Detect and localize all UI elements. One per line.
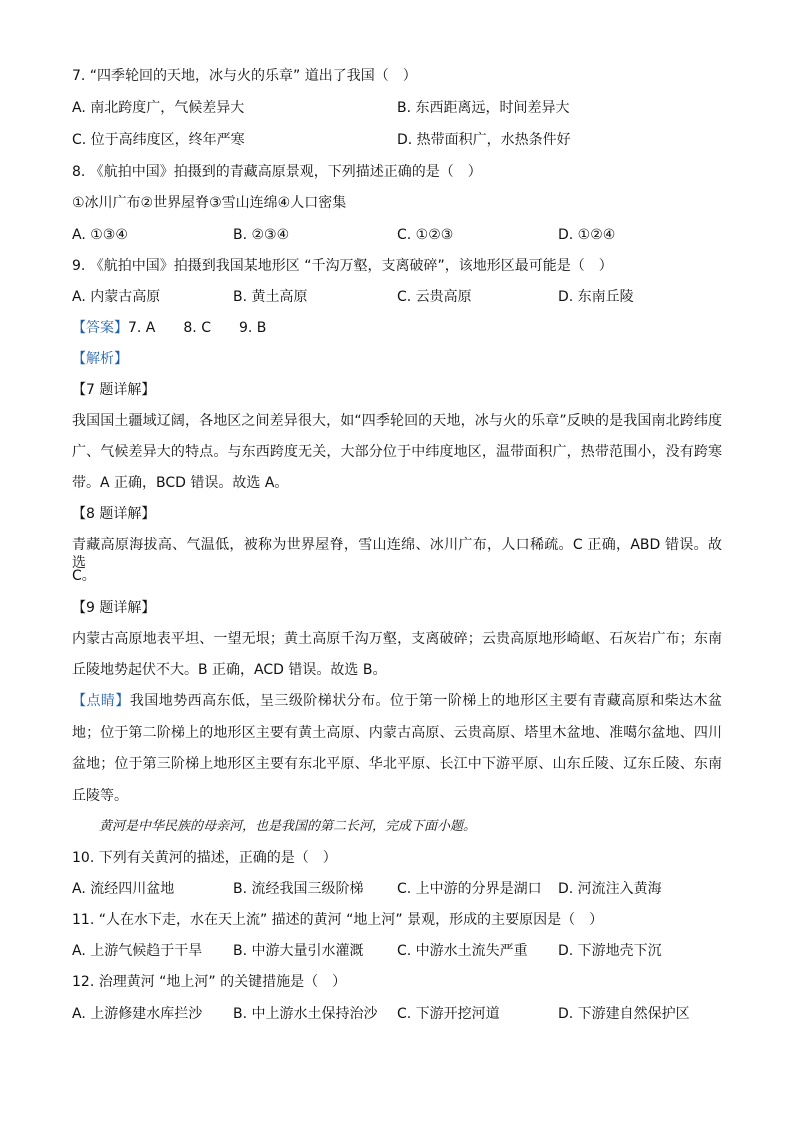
detail-9-line: 内蒙古高原地表平坦、一望无垠；黄土高原千沟万壑，支离破碎；云贵高原地形崎岖、石灰岩广布；东南 [72, 631, 722, 647]
q11-option-a: A. 上游气候趋于干旱 [72, 943, 203, 959]
answer-7: 7. A [128, 320, 156, 336]
q11-option-c: C. 中游水土流失严重 [397, 943, 528, 959]
question-9-stem: 9. 《航拍中国》拍摄到我国某地形区 “千沟万壑，支离破碎”，该地形区最可能是（ ） [72, 258, 613, 274]
q9-option-d: D. 东南丘陵 [558, 289, 634, 305]
q12-option-a: A. 上游修建水库拦沙 [72, 1006, 203, 1022]
question-12-stem: 12. 治理黄河 “地上河” 的关键措施是（ ） [72, 974, 347, 990]
question-10-stem: 10. 下列有关黄河的描述，正确的是（ ） [72, 850, 337, 866]
tip-label: 【点睛】 [72, 693, 130, 709]
analysis-label: 【解析】 [72, 351, 128, 367]
tip-line: 盆地；位于第三阶梯上地形区主要有东北平原、华北平原、长江中下游平原、山东丘陵、辽东丘陵、东南 [72, 756, 722, 772]
q7-option-d: D. 热带面积广，水热条件好 [397, 132, 571, 148]
q10-option-a: A. 流经四川盆地 [72, 881, 175, 897]
detail-9-line: 丘陵地势起伏不大。B 正确，ACD 错误。故选 B。 [72, 662, 387, 678]
q10-option-c: C. 上中游的分界是湖口 [397, 881, 542, 897]
q12-option-b: B. 中上游水土保持治沙 [233, 1006, 378, 1022]
q10-option-d: D. 河流注入黄海 [558, 881, 662, 897]
q8-option-b: B. ②③④ [233, 227, 290, 243]
question-8-items: ①冰川广布②世界屋脊③雪山连绵④人口密集 [72, 195, 347, 211]
q7-option-b: B. 东西距离远，时间差异大 [397, 100, 570, 116]
q8-option-a: A. ①③④ [72, 227, 128, 243]
q12-option-c: C. 下游开挖河道 [397, 1006, 500, 1022]
q9-option-b: B. 黄土高原 [233, 289, 308, 305]
detail-7-line: 我国国土疆域辽阔，各地区之间差异很大，如“四季轮回的天地，冰与火的乐章”反映的是我国南北跨纬度 [72, 413, 722, 429]
q7-option-a: A. 南北跨度广，气候差异大 [72, 100, 245, 116]
question-11-stem: 11. “人在水下走，水在天上流” 描述的黄河 “地上河” 景观，形成的主要原因是（ ） [72, 912, 604, 928]
detail-8-heading: 【8 题详解】 [72, 506, 156, 522]
q9-option-c: C. 云贵高原 [397, 289, 472, 305]
q7-option-c: C. 位于高纬度区，终年严寒 [72, 132, 245, 148]
question-7-stem: 7. “四季轮回的天地，冰与火的乐章” 道出了我国（ ） [72, 68, 417, 84]
answer-9: 9. B [238, 320, 267, 336]
q11-option-b: B. 中游大量引水灌溉 [233, 943, 364, 959]
q9-option-a: A. 内蒙古高原 [72, 289, 161, 305]
question-8-stem: 8. 《航拍中国》拍摄到的青藏高原景观，下列描述正确的是（ ） [72, 164, 482, 180]
detail-8-line: C。 [72, 568, 96, 584]
tip-line: 地；位于第二阶梯上的地形区主要有黄土高原、内蒙古高原、云贵高原、塔里木盆地、准噶尔盆地、四川 [72, 725, 722, 741]
section-intro: 黄河是中华民族的母亲河，也是我国的第二长河，完成下面小题。 [99, 819, 477, 834]
answer-label: 【答案】 [72, 320, 128, 336]
detail-9-heading: 【9 题详解】 [72, 600, 156, 616]
answer-8: 8. C [183, 320, 211, 336]
q8-option-d: D. ①②④ [558, 227, 616, 243]
q8-option-c: C. ①②③ [397, 227, 454, 243]
tip-line: 【点睛】我国地势西高东低，呈三级阶梯状分布。位于第一阶梯上的地形区主要有青藏高原和柴达木盆 [72, 693, 723, 709]
q12-option-d: D. 下游建自然保护区 [558, 1006, 690, 1022]
detail-8-line: 青藏高原海拔高、气温低，被称为世界屋脊，雪山连绵、冰川广布，人口稀疏。C 正确，ABD 错误。故选 [72, 537, 722, 571]
q11-option-d: D. 下游地壳下沉 [558, 943, 662, 959]
tip-line: 丘陵等。 [72, 788, 128, 804]
detail-7-line: 广、气候差异大的特点。与东西跨度无关，大部分位于中纬度地区，温带面积广，热带范围小，没有跨寒 [72, 444, 722, 460]
q10-option-b: B. 流经我国三级阶梯 [233, 881, 364, 897]
detail-7-line: 带。A 正确，BCD 错误。故选 A。 [72, 475, 289, 491]
answer-line [72, 319, 266, 337]
detail-7-heading: 【7 题详解】 [72, 382, 156, 398]
